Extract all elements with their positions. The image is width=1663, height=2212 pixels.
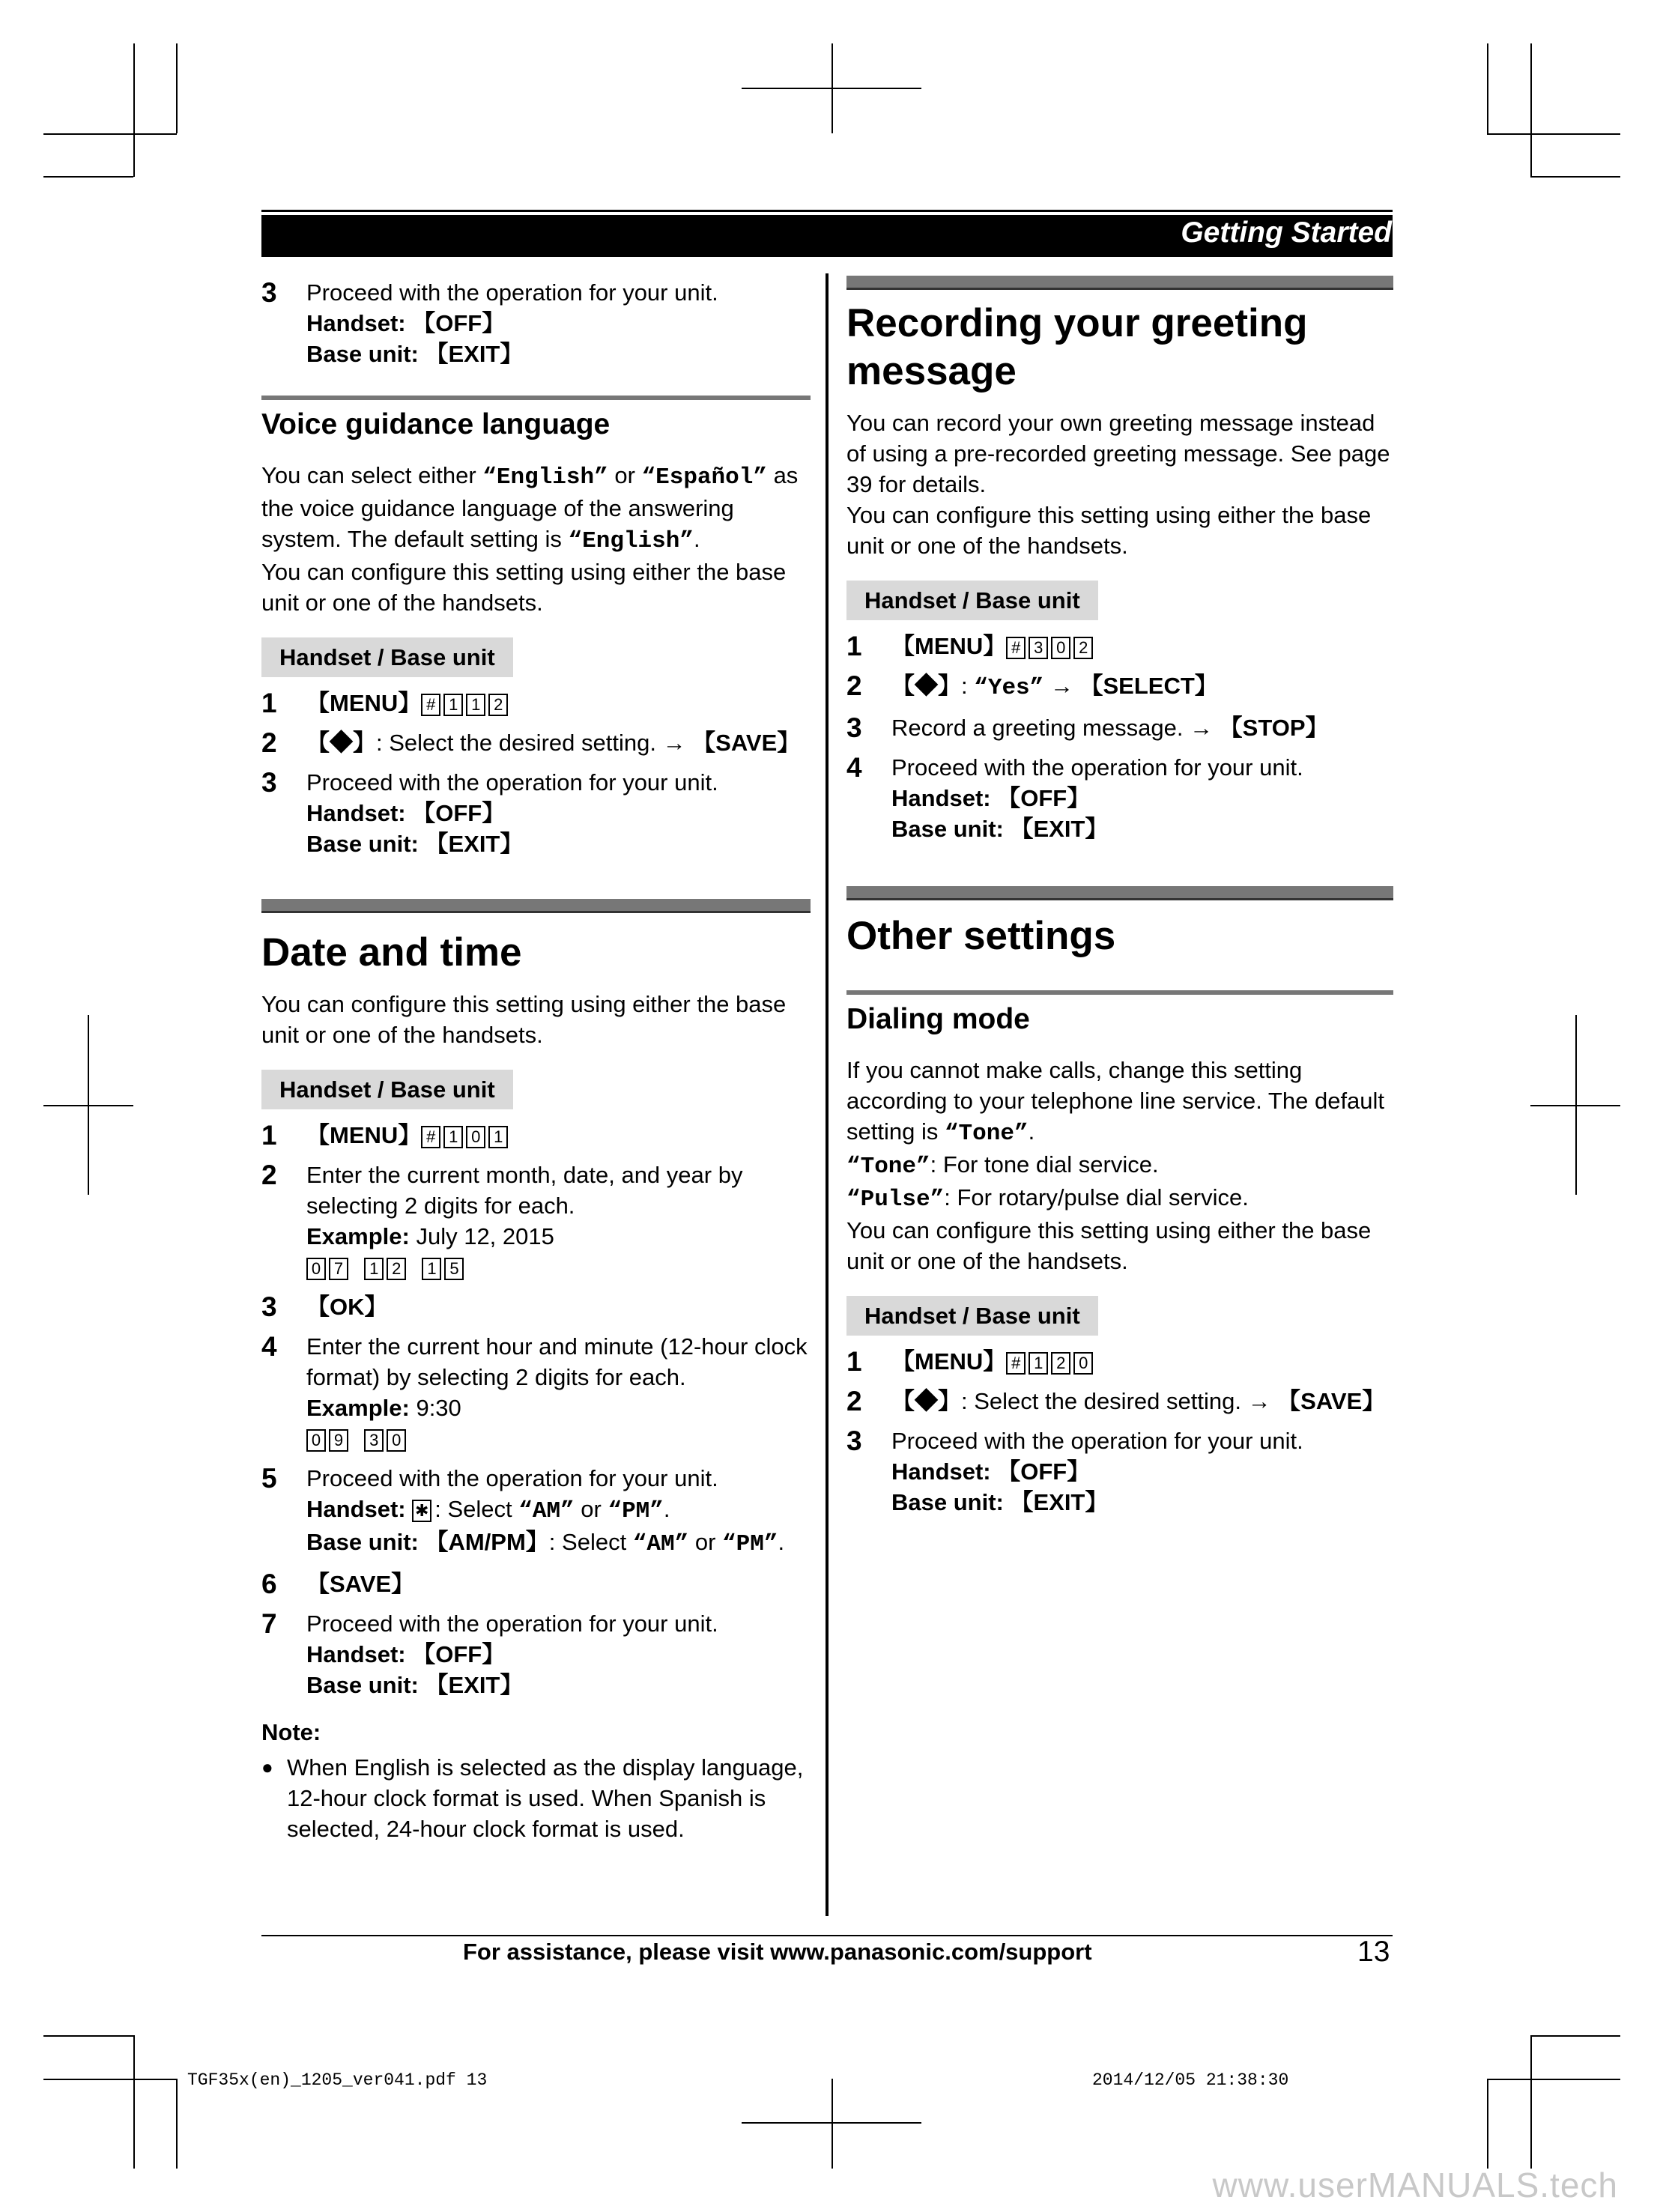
chip-row	[846, 581, 1393, 620]
base-instruction	[306, 1527, 811, 1560]
step	[261, 767, 811, 859]
step-number: 5	[261, 1463, 277, 1494]
crop-mark	[1487, 2079, 1620, 2080]
navigator-key: 【◆】	[306, 730, 376, 756]
chip-row	[846, 1296, 1393, 1336]
other-section	[846, 912, 1393, 960]
text: as the voice guidance language of the answering system. The default setting is	[261, 462, 799, 552]
default-english: “English”	[568, 528, 694, 554]
date-paragraph: You can configure this setting using either the base unit or one of the handsets.	[261, 991, 787, 1048]
step	[261, 1160, 811, 1282]
key-digit: 7	[329, 1258, 348, 1280]
step-number: 1	[261, 1120, 277, 1151]
step-text: : Select the desired setting. →	[376, 730, 693, 756]
left-top-steps	[261, 277, 811, 369]
key-digit: 1	[443, 1126, 463, 1148]
default-tone: “Tone”	[944, 1121, 1029, 1147]
base-instruction: Base unit: 【EXIT】	[891, 1489, 1109, 1515]
other-heading: Other settings	[846, 914, 1116, 958]
save-key: 【SAVE】	[692, 730, 801, 756]
greeting-section	[846, 300, 1393, 844]
key-digit: 5	[444, 1258, 464, 1280]
step	[261, 1463, 811, 1560]
menu-key: 【MENU】	[306, 690, 422, 716]
step-text: Enter the current month, date, and year by selecting 2 digits for each.	[306, 1162, 743, 1219]
text: : Select	[434, 1496, 519, 1522]
crop-mark	[1487, 43, 1488, 133]
text: : For rotary/pulse dial service.	[944, 1184, 1249, 1210]
subsection-rule	[261, 396, 811, 400]
key-hash: #	[421, 694, 440, 716]
assistance-text: For assistance, please visit www.panasonic.com/support	[463, 1939, 1092, 1965]
step	[261, 1608, 811, 1700]
dialing-section	[846, 1001, 1393, 1518]
key-hash: #	[1006, 1352, 1026, 1375]
step-number: 2	[261, 1160, 277, 1190]
stop-key: 【STOP】	[1219, 715, 1329, 741]
step	[261, 1331, 811, 1454]
greeting-paragraph-2: You can configure this setting using either the base unit or one of the handsets.	[846, 502, 1372, 559]
dialing-paragraph	[846, 1055, 1393, 1149]
crop-mark	[742, 88, 921, 89]
dialing-paragraph-2: You can configure this setting using either the base unit or one of the handsets.	[846, 1217, 1372, 1274]
step-number: 3	[846, 1425, 862, 1456]
step	[261, 277, 811, 369]
crop-mark	[1530, 1105, 1620, 1106]
option-espanol: “Español”	[641, 464, 767, 491]
menu-key: 【MENU】	[891, 1348, 1007, 1375]
ok-key: 【OK】	[306, 1294, 388, 1320]
option-english: “English”	[482, 464, 608, 491]
example-value: 9:30	[409, 1395, 461, 1421]
print-timestamp: 2014/12/05 21:38:30	[1092, 2070, 1289, 2090]
handset-instruction: Handset: 【OFF】	[306, 800, 506, 826]
step-text: Proceed with the operation for your unit.	[306, 769, 718, 796]
key-sequence	[306, 1252, 811, 1282]
step	[261, 688, 811, 718]
example-label: Example:	[306, 1395, 410, 1421]
crop-mark	[1487, 2079, 1488, 2169]
base-instruction: Base unit: 【EXIT】	[306, 831, 524, 857]
key-digit: 1	[488, 1126, 508, 1148]
section-rule	[261, 899, 811, 913]
option-am: “AM”	[632, 1531, 689, 1557]
step-text: Proceed with the operation for your unit.	[306, 1610, 718, 1637]
greeting-heading: Recording your greeting message	[846, 301, 1308, 393]
crop-mark	[43, 2079, 177, 2080]
option-yes: “Yes”	[974, 675, 1044, 701]
step-number: 1	[846, 631, 862, 661]
step-number: 4	[846, 752, 862, 783]
date-heading: Date and time	[261, 930, 522, 975]
option-pulse: “Pulse”	[846, 1187, 945, 1213]
crop-mark	[133, 43, 135, 177]
key-digit: 1	[1029, 1352, 1048, 1375]
crop-mark	[176, 43, 178, 133]
step-number: 7	[261, 1608, 277, 1639]
text: .	[778, 1529, 785, 1555]
star-key-icon: ✱	[412, 1500, 431, 1522]
crop-mark	[43, 2035, 133, 2037]
navigator-key: 【◆】	[891, 1388, 961, 1414]
example-line	[306, 1221, 811, 1252]
example-label: Example:	[306, 1223, 410, 1249]
key-digit: 1	[443, 694, 463, 716]
step	[846, 631, 1393, 661]
label: Base unit: 【AM/PM】	[306, 1529, 549, 1555]
text: : Select	[548, 1529, 633, 1555]
step	[846, 752, 1393, 844]
crop-mark	[43, 1105, 133, 1106]
step	[261, 1120, 811, 1151]
option-pm: “PM”	[722, 1531, 778, 1557]
key-digit: 0	[1051, 637, 1070, 659]
step	[846, 670, 1393, 703]
save-key: 【SAVE】	[1277, 1388, 1386, 1414]
handset-base-chip: Handset / Base unit	[846, 1296, 1098, 1336]
file-info: TGF35x(en)_1205_ver041.pdf 13	[187, 2070, 488, 2090]
step	[261, 727, 811, 758]
key-digit: 3	[1029, 637, 1048, 659]
step-number: 2	[846, 1386, 862, 1416]
save-key: 【SAVE】	[306, 1571, 415, 1597]
menu-key: 【MENU】	[891, 633, 1007, 659]
key-sequence	[306, 1423, 811, 1454]
voice-heading: Voice guidance language	[261, 408, 611, 440]
date-section	[261, 929, 811, 1844]
crop-mark	[1530, 2035, 1620, 2037]
crop-mark	[176, 2079, 178, 2169]
section-rule	[846, 886, 1393, 900]
dialing-heading: Dialing mode	[846, 1003, 1030, 1035]
step-text: Proceed with the operation for your unit.	[891, 1428, 1303, 1454]
key-digit: 0	[387, 1429, 406, 1452]
step-number: 3	[261, 1291, 277, 1322]
key-digit: 0	[306, 1258, 326, 1280]
step	[846, 712, 1393, 743]
key-digit: 2	[1051, 1352, 1070, 1375]
key-digit: 2	[1073, 637, 1093, 659]
handset-instruction: Handset: 【OFF】	[306, 1641, 506, 1667]
base-instruction: Base unit: 【EXIT】	[891, 816, 1109, 842]
menu-key: 【MENU】	[306, 1122, 422, 1148]
crop-mark	[832, 2079, 833, 2169]
note-label: Note:	[261, 1719, 321, 1745]
text: or	[608, 462, 642, 488]
key-digit: 0	[306, 1429, 326, 1452]
section-rule	[846, 276, 1393, 290]
key-digit: 0	[466, 1126, 485, 1148]
option-tone: “Tone”	[846, 1154, 930, 1180]
step-text: Proceed with the operation for your unit.	[306, 1465, 718, 1491]
handset-instruction	[306, 1494, 811, 1527]
key-digit: 9	[329, 1429, 348, 1452]
step	[261, 1569, 811, 1599]
step-number: 4	[261, 1331, 277, 1362]
step-text: Enter the current hour and minute (12-hour clock format) by selecting 2 digits for each.	[306, 1333, 808, 1390]
step-number: 3	[261, 277, 277, 308]
select-key: 【SELECT】	[1079, 673, 1218, 699]
step-text: Record a greeting message. →	[891, 715, 1220, 741]
step	[846, 1346, 1393, 1377]
crop-mark	[742, 2122, 921, 2124]
voice-paragraph	[261, 460, 811, 557]
step-number: 3	[261, 767, 277, 798]
step-number: 1	[846, 1346, 862, 1377]
page-number: 13	[1357, 1936, 1390, 1968]
watermark: www.userMANUALS.tech	[1212, 2166, 1618, 2205]
key-digit: 0	[1073, 1352, 1093, 1375]
section-title: Getting Started	[1181, 216, 1392, 249]
step-number: 3	[846, 712, 862, 743]
text: You can select either	[261, 462, 483, 488]
text: :	[961, 673, 975, 699]
arrow-icon: →	[1043, 673, 1080, 699]
crop-mark	[1530, 2035, 1532, 2169]
header-rule	[261, 210, 1393, 212]
crop-mark	[1530, 43, 1532, 177]
step-number: 1	[261, 688, 277, 718]
crop-mark	[1530, 176, 1620, 178]
subsection-rule	[846, 990, 1393, 995]
handset-base-chip: Handset / Base unit	[846, 581, 1098, 620]
text: If you cannot make calls, change this setting according to your telephone line service. The default setting is	[846, 1057, 1385, 1145]
label: Handset:	[306, 1496, 413, 1522]
text: .	[693, 526, 700, 552]
step-text: Proceed with the operation for your unit.	[891, 754, 1303, 781]
text: or	[688, 1529, 723, 1555]
text: or	[574, 1496, 608, 1522]
base-instruction: Base unit: 【EXIT】	[306, 1672, 524, 1698]
text: .	[1028, 1118, 1035, 1145]
key-hash: #	[421, 1126, 440, 1148]
pulse-line	[846, 1182, 1393, 1215]
tone-line	[846, 1149, 1393, 1182]
handset-base-chip: Handset / Base unit	[261, 1070, 513, 1109]
option-am: “AM”	[518, 1498, 575, 1524]
key-digit: 1	[466, 694, 485, 716]
greeting-paragraph: You can record your own greeting message instead of using a pre-recorded greeting message. See page 39 for details.	[846, 410, 1390, 497]
step	[261, 1291, 811, 1322]
handset-base-chip: Handset / Base unit	[261, 637, 513, 677]
voice-paragraph-2: You can configure this setting using either the base unit or one of the handsets.	[261, 559, 787, 616]
step	[846, 1425, 1393, 1518]
key-digit: 3	[364, 1429, 384, 1452]
key-digit: 1	[364, 1258, 384, 1280]
handset-instruction: Handset: 【OFF】	[306, 310, 506, 336]
key-digit: 1	[422, 1258, 441, 1280]
crop-mark	[43, 176, 133, 178]
crop-mark	[133, 2035, 135, 2169]
chip-row	[261, 637, 811, 677]
crop-mark	[1487, 133, 1620, 135]
crop-mark	[43, 133, 177, 135]
option-pm: “PM”	[608, 1498, 664, 1524]
step-text: Proceed with the operation for your unit.	[306, 279, 718, 306]
handset-instruction: Handset: 【OFF】	[891, 785, 1091, 811]
column-divider	[826, 273, 829, 1916]
note-item	[261, 1752, 811, 1844]
chip-row	[261, 1070, 811, 1109]
navigator-key: 【◆】	[891, 673, 961, 699]
step-number: 2	[846, 670, 862, 701]
note-text: When English is selected as the display language, 12-hour clock format is used. When Spanish is selected, 24-hour clock format is used.	[287, 1754, 804, 1842]
step-number: 2	[261, 727, 277, 758]
text: : For tone dial service.	[930, 1151, 1159, 1178]
example-line	[306, 1393, 811, 1423]
key-digit: 2	[387, 1258, 406, 1280]
step-number: 6	[261, 1569, 277, 1599]
handset-instruction: Handset: 【OFF】	[891, 1458, 1091, 1485]
base-instruction: Base unit: 【EXIT】	[306, 341, 524, 367]
footer-rule	[261, 1935, 1393, 1936]
example-value: July 12, 2015	[409, 1223, 554, 1249]
key-hash: #	[1006, 637, 1026, 659]
key-digit: 2	[488, 694, 508, 716]
voice-section	[261, 406, 811, 859]
step-text: : Select the desired setting. →	[961, 1388, 1278, 1414]
bullet-icon: ●	[261, 1756, 273, 1778]
step	[846, 1386, 1393, 1416]
text: .	[663, 1496, 670, 1522]
